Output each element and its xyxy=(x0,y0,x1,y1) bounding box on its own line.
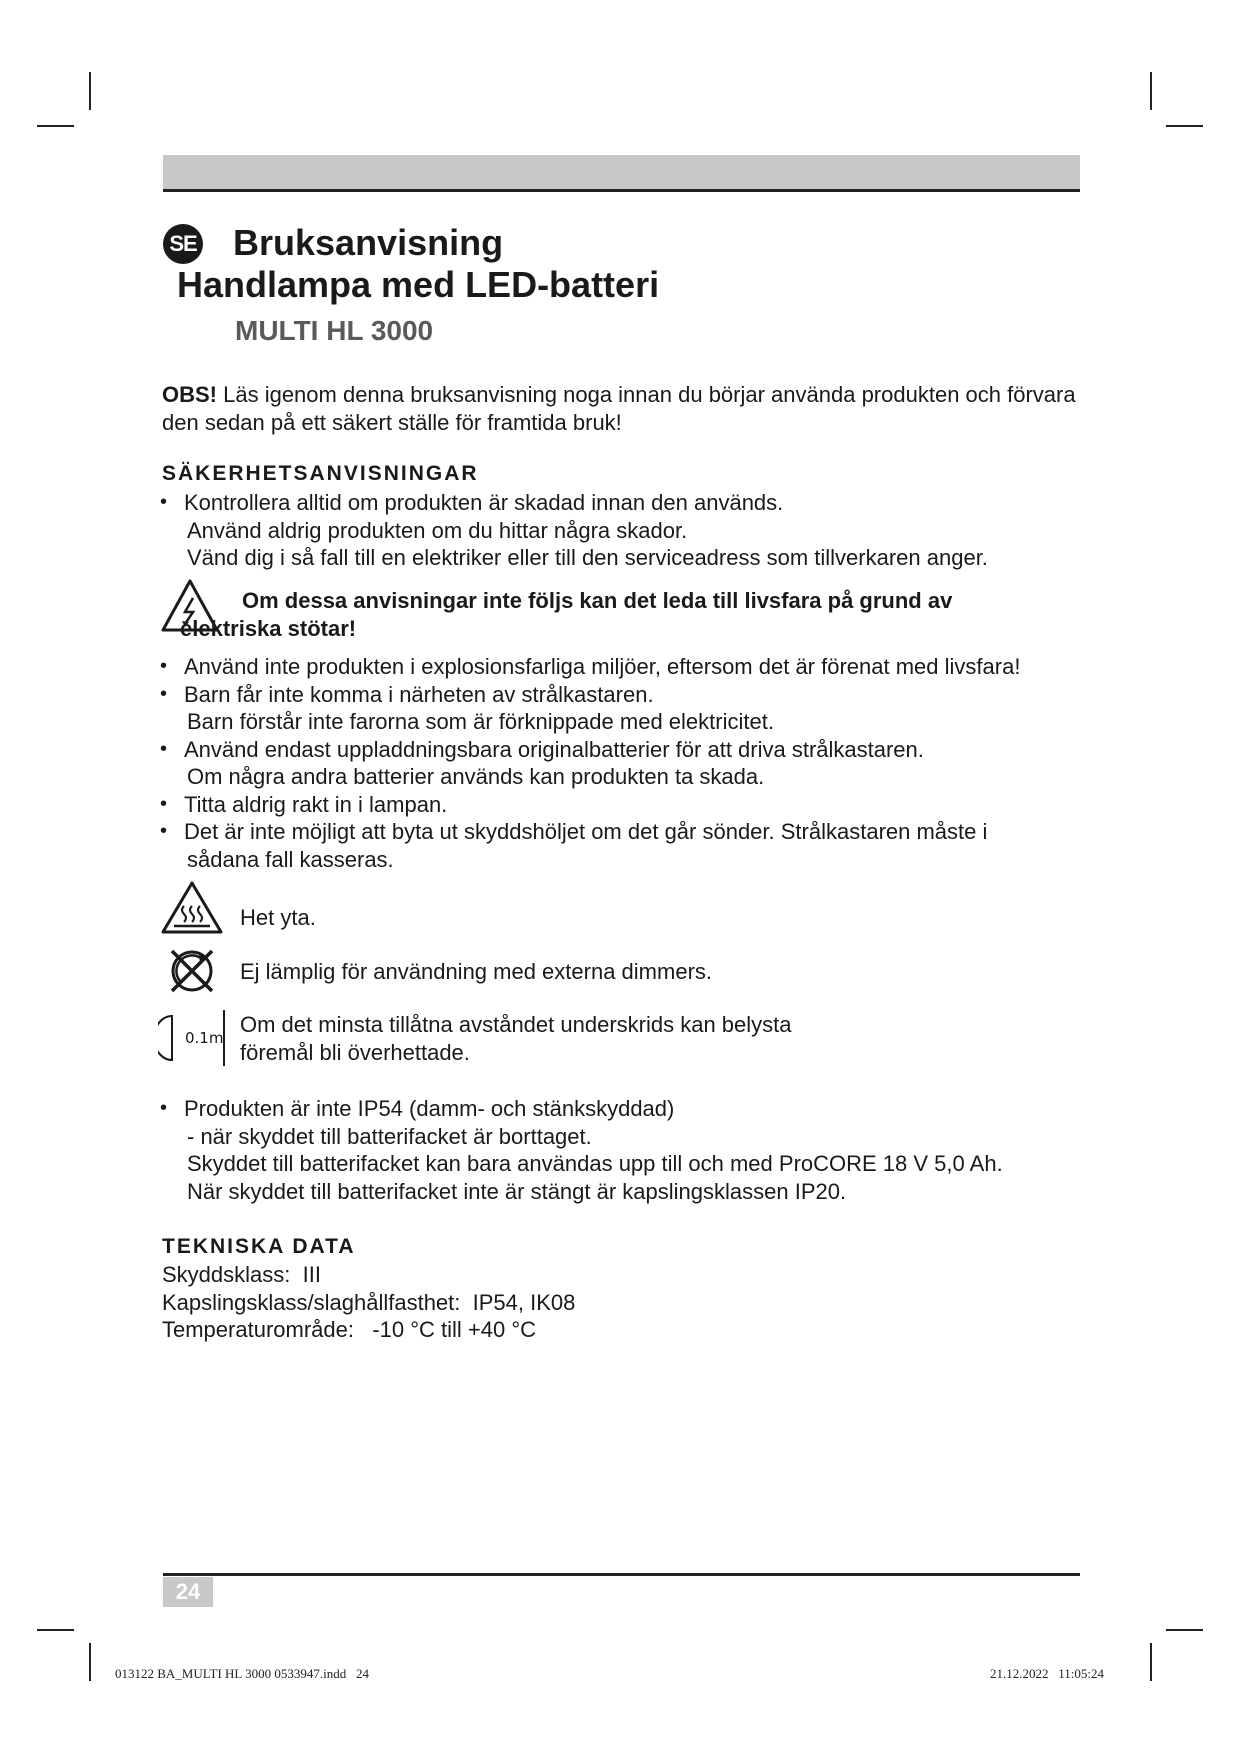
list-item xyxy=(160,653,1090,681)
list-item xyxy=(160,818,1090,873)
page-number: 24 xyxy=(163,1577,213,1607)
print-slug-date: 21.12.2022 11:05:24 xyxy=(990,1666,1104,1681)
electric-warning-text: Om dessa anvisningar inte följs kan det leda till livsfara på grund av elektriska stötar! xyxy=(180,588,953,641)
item-line: Barn förstår inte farorna som är förknippade med elektricitet. xyxy=(187,709,774,734)
crop-mark xyxy=(89,1643,91,1681)
item-line: sådana fall kasseras. xyxy=(187,846,394,872)
list-item xyxy=(160,791,1090,819)
page-title: Bruksanvisning xyxy=(233,222,504,263)
no-dimmer-icon xyxy=(166,945,218,997)
label-line: föremål bli överhettade. xyxy=(240,1040,470,1065)
item-line: Kontrollera alltid om produkten är skadad innan den används. xyxy=(184,490,784,515)
header-rule xyxy=(163,189,1080,192)
tech-value: III xyxy=(302,1262,321,1287)
item-line: Om några andra batterier används kan produkten ta skada. xyxy=(187,764,765,789)
print-slug-file: 013122 BA_MULTI HL 3000 0533947.indd 24 xyxy=(115,1666,369,1681)
item-line: Använd aldrig produkten om du hittar några skador. xyxy=(187,517,688,543)
item-line: Använd inte produkten i explosionsfarliga miljöer, eftersom det är förenat med livsfara! xyxy=(184,654,1021,679)
safety-list-3 xyxy=(160,1095,1090,1205)
item-line: Det är inte möjligt att byta ut skyddshöljet om det går sönder. Strålkastaren måste i xyxy=(184,819,988,844)
no-dimmer-label: Ej lämplig för användning med externa dimmers. xyxy=(240,959,713,984)
footer-rule xyxy=(163,1573,1080,1576)
item-line: Skyddet till batterifacket kan bara användas upp till och med ProCORE 18 V 5,0 Ah. xyxy=(187,1151,1003,1176)
tech-data-heading: TEKNISKA DATA xyxy=(162,1235,356,1258)
tech-row xyxy=(162,1261,575,1289)
tech-value: IP54, IK08 xyxy=(472,1289,576,1315)
tech-label: Temperaturområde: xyxy=(162,1317,354,1342)
tech-row xyxy=(162,1289,575,1317)
tech-label: Skyddsklass: xyxy=(162,1262,291,1287)
item-line: När skyddet till batterifacket inte är stängt är kapslingsklassen IP20. xyxy=(187,1178,847,1204)
list-item xyxy=(160,1095,1090,1205)
product-name: Handlampa med LED-batteri xyxy=(177,264,660,305)
hot-surface-label: Het yta. xyxy=(240,905,316,930)
safety-heading: SÄKERHETSANVISNINGAR xyxy=(162,462,479,485)
item-line: Produkten är inte IP54 (damm- och stänkskyddad) xyxy=(184,1096,675,1121)
minimum-distance-icon xyxy=(158,1008,228,1068)
crop-mark xyxy=(1166,1629,1203,1631)
item-line: Vänd dig i så fall till en elektriker eller till den serviceadress som tillverkaren anger. xyxy=(187,545,988,570)
safety-list-2 xyxy=(160,653,1090,873)
crop-mark xyxy=(1166,125,1203,127)
crop-mark xyxy=(1150,1643,1152,1681)
note-text: Läs igenom denna bruksanvisning noga innan du börjar använda produkten och förvara den sedan på ett säkert ställe för framtida bruk! xyxy=(162,382,1076,435)
tech-label: Kapslingsklass/slaghållfasthet: xyxy=(162,1289,461,1315)
list-item xyxy=(160,681,1090,736)
crop-mark xyxy=(37,1629,74,1631)
item-line: Använd endast uppladdningsbara originalbatterier för att driva strålkastaren. xyxy=(184,736,924,762)
crop-mark xyxy=(1150,72,1152,110)
language-badge: SE xyxy=(163,224,203,264)
crop-mark xyxy=(37,125,74,127)
important-note xyxy=(162,381,1082,436)
model-name: MULTI HL 3000 xyxy=(235,315,434,346)
tech-row xyxy=(162,1316,575,1344)
minimum-distance-label xyxy=(240,1011,792,1067)
tech-value: -10 °C till +40 °C xyxy=(372,1317,537,1342)
list-item xyxy=(160,489,1090,572)
minimum-distance-value: 0.1m xyxy=(185,1029,224,1047)
safety-list-1 xyxy=(160,489,1090,572)
hot-surface-icon xyxy=(160,880,224,936)
crop-mark xyxy=(89,72,91,110)
item-line: Barn får inte komma i närheten av strålkastaren. xyxy=(184,681,654,707)
item-line: Titta aldrig rakt in i lampan. xyxy=(184,791,448,817)
tech-data-table xyxy=(162,1261,575,1344)
header-band xyxy=(163,155,1080,190)
label-line: Om det minsta tillåtna avståndet underskrids kan belysta xyxy=(240,1012,792,1037)
note-label: OBS! xyxy=(162,382,217,407)
item-line: - när skyddet till batterifacket är borttaget. xyxy=(187,1123,592,1149)
list-item xyxy=(160,736,1090,791)
